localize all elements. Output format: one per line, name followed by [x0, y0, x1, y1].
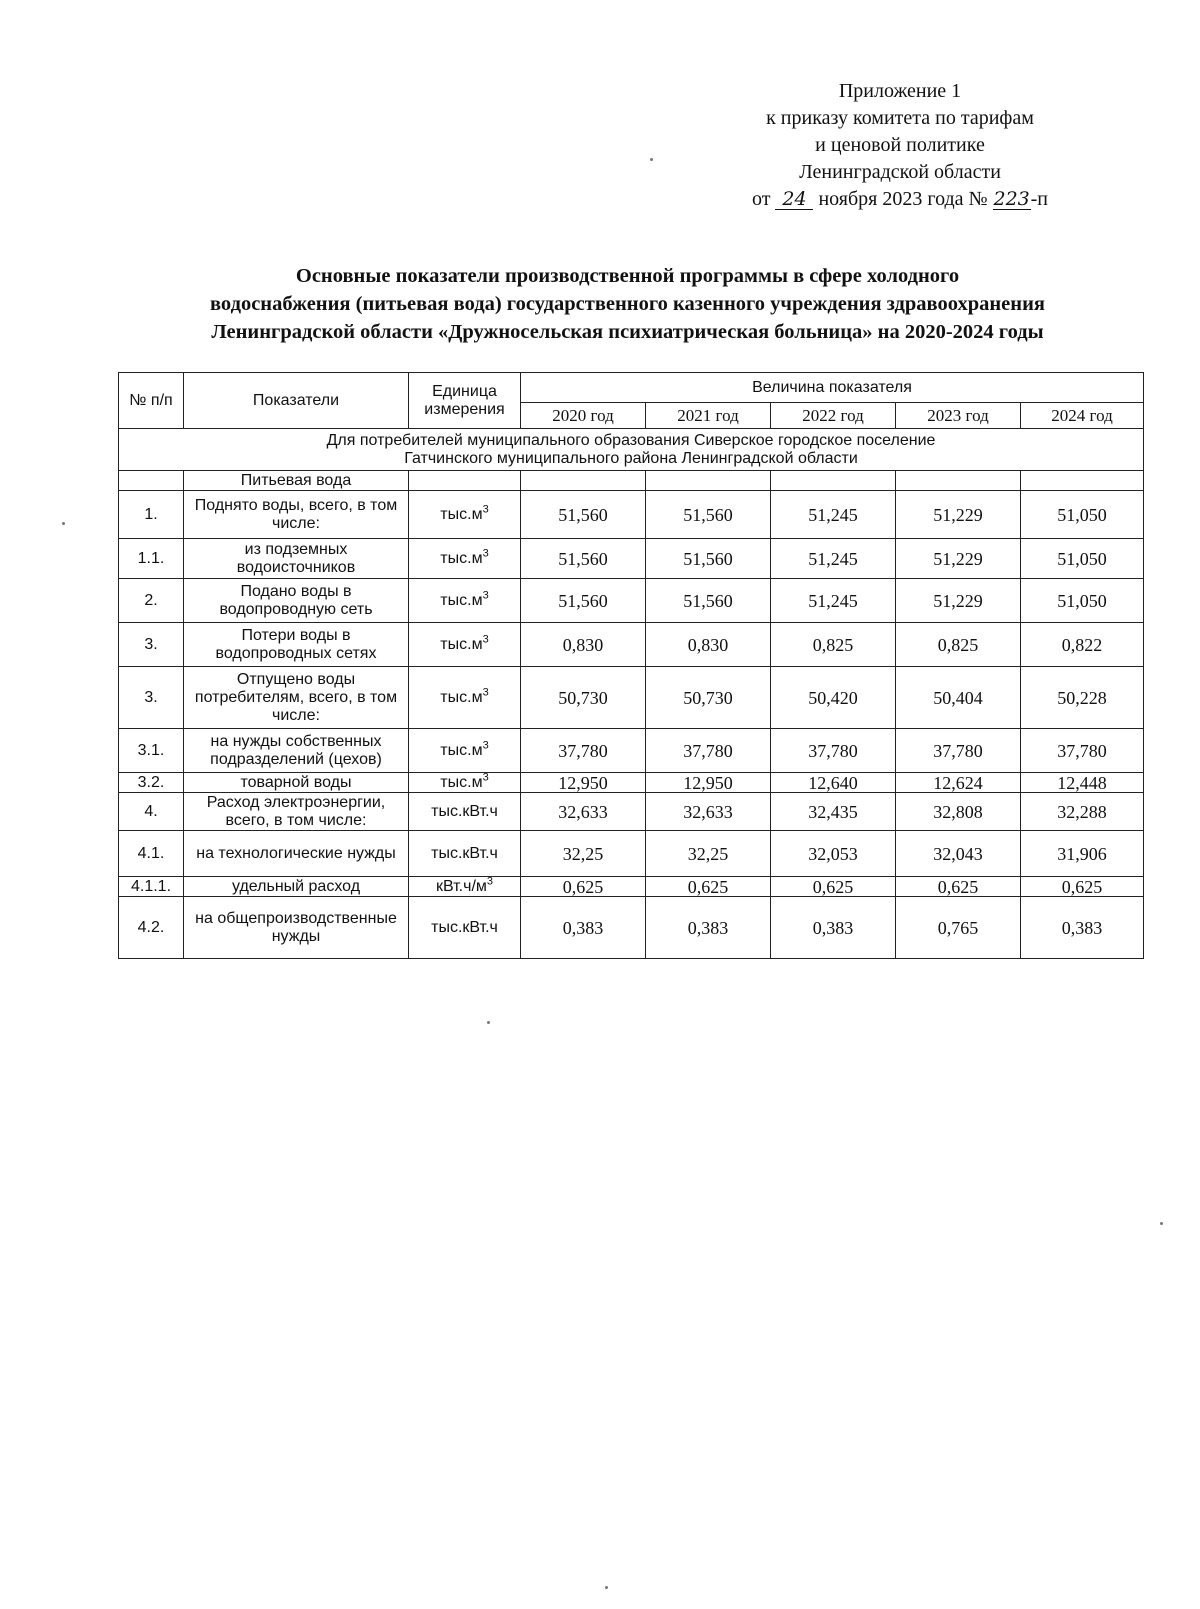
value-cell: 0,625: [1021, 877, 1144, 897]
annex-title: Приложение 1: [838, 80, 962, 102]
table-row: [119, 667, 1144, 729]
value-cell: 37,780: [1021, 729, 1144, 773]
unit-base: тыс.м: [440, 591, 483, 609]
value-cell: 51,229: [896, 579, 1021, 623]
value-cell: 50,404: [896, 667, 1021, 729]
header-indicator: Показатели: [184, 373, 409, 429]
table-row: [119, 877, 1144, 897]
empty-cell: [409, 471, 521, 491]
header-year: 2023 год: [896, 403, 1021, 429]
row-number: 4.1.1.: [119, 877, 184, 897]
empty-cell: [119, 471, 184, 491]
section-title: [119, 429, 1144, 471]
table-row: [119, 539, 1144, 579]
header-year: 2020 год: [521, 403, 646, 429]
value-cell: 37,780: [646, 729, 771, 773]
value-cell: 51,245: [771, 491, 896, 539]
value-cell: 32,25: [521, 831, 646, 877]
value-cell: 12,950: [646, 773, 771, 793]
value-cell: 37,780: [521, 729, 646, 773]
row-number: 1.1.: [119, 539, 184, 579]
table-head: [119, 373, 1144, 491]
title-line-1: Основные показатели производственной программы в сфере холодного: [295, 265, 960, 287]
handwritten-day: 24: [775, 189, 813, 210]
row-number: 1.: [119, 491, 184, 539]
value-cell: 51,560: [521, 579, 646, 623]
scan-speck: [605, 1586, 608, 1589]
value-cell: 12,950: [521, 773, 646, 793]
unit-base: тыс.кВт.ч: [431, 844, 498, 862]
unit-superscript: 3: [482, 739, 489, 752]
scan-speck: [1160, 1222, 1163, 1225]
value-cell: 51,560: [521, 491, 646, 539]
value-cell: 51,229: [896, 539, 1021, 579]
title-line-2: водоснабжения (питьевая вода) государственного казенного учреждения здравоохранения: [210, 293, 1045, 315]
indicators-table: [118, 372, 1144, 959]
row-indicator: Поднято воды, всего, в том числе:: [184, 491, 409, 539]
row-indicator: на нужды собственных подразделений (цехов): [184, 729, 409, 773]
header-num: № п/п: [119, 373, 184, 429]
row-unit: [409, 793, 521, 831]
title-line-3: Ленинградской области «Дружносельская психиатрическая больница» на 2020-2024 годы: [211, 321, 1044, 343]
subheading-drinking-water: Питьевая вода: [184, 471, 409, 491]
value-cell: 50,730: [521, 667, 646, 729]
value-cell: 0,383: [521, 897, 646, 959]
row-indicator: на общепроизводственные нужды: [184, 897, 409, 959]
header-year: 2021 год: [646, 403, 771, 429]
unit-base: тыс.м: [440, 505, 483, 523]
row-number: 3.: [119, 667, 184, 729]
scan-speck: [650, 158, 653, 161]
value-cell: 12,624: [896, 773, 1021, 793]
date-middle: ноября 2023 года №: [818, 188, 988, 210]
value-cell: 0,825: [771, 623, 896, 667]
row-unit: [409, 539, 521, 579]
table-row: [119, 897, 1144, 959]
value-cell: 0,765: [896, 897, 1021, 959]
value-cell: 37,780: [771, 729, 896, 773]
value-cell: 32,043: [896, 831, 1021, 877]
value-cell: 51,050: [1021, 491, 1144, 539]
row-unit: [409, 623, 521, 667]
row-indicator: на технологические нужды: [184, 831, 409, 877]
header-year: 2022 год: [771, 403, 896, 429]
unit-base: тыс.кВт.ч: [431, 802, 498, 820]
row-indicator: Потери воды в водопроводных сетях: [184, 623, 409, 667]
row-indicator: Подано воды в водопроводную сеть: [184, 579, 409, 623]
table-row: [119, 773, 1144, 793]
header-year: 2024 год: [1021, 403, 1144, 429]
unit-superscript: 3: [482, 686, 489, 699]
value-cell: 12,640: [771, 773, 896, 793]
row-unit: [409, 667, 521, 729]
value-cell: 0,383: [1021, 897, 1144, 959]
value-cell: 32,25: [646, 831, 771, 877]
value-cell: 51,560: [521, 539, 646, 579]
unit-base: тыс.м: [440, 549, 483, 567]
value-cell: 0,625: [896, 877, 1021, 897]
annex-line-region: Ленинградской области: [799, 161, 1001, 183]
value-cell: 0,822: [1021, 623, 1144, 667]
value-cell: 50,228: [1021, 667, 1144, 729]
unit-base: тыс.м: [440, 635, 483, 653]
table-row: [119, 623, 1144, 667]
scan-speck: [62, 522, 65, 525]
header-value-group: Величина показателя: [521, 373, 1144, 403]
unit-base: кВт.ч/м: [435, 877, 487, 895]
table-body: [119, 491, 1144, 959]
value-cell: 32,053: [771, 831, 896, 877]
row-number: 2.: [119, 579, 184, 623]
table-row: [119, 491, 1144, 539]
value-cell: 32,808: [896, 793, 1021, 831]
unit-superscript: 3: [482, 633, 489, 646]
row-number: 4.2.: [119, 897, 184, 959]
value-cell: 50,730: [646, 667, 771, 729]
table-row: [119, 793, 1144, 831]
annex-line-policy: и ценовой политике: [815, 134, 985, 156]
row-indicator: Отпущено воды потребителям, всего, в том числе:: [184, 667, 409, 729]
section-title-line-1: Для потребителей муниципального образования Сиверское городское поселение: [326, 431, 936, 449]
row-number: 3.2.: [119, 773, 184, 793]
unit-base: тыс.м: [440, 688, 483, 706]
value-cell: 51,229: [896, 491, 1021, 539]
row-unit: [409, 897, 521, 959]
row-number: 4.1.: [119, 831, 184, 877]
annex-line-order: к приказу комитета по тарифам: [766, 107, 1034, 129]
table-row: [119, 831, 1144, 877]
unit-superscript: 3: [486, 875, 494, 888]
row-unit: [409, 773, 521, 793]
unit-superscript: 3: [482, 503, 489, 516]
annex-header: [700, 78, 1100, 213]
unit-superscript: 3: [482, 547, 489, 560]
value-cell: 0,625: [771, 877, 896, 897]
value-cell: 0,830: [521, 623, 646, 667]
header-unit: Единица измерения: [409, 373, 521, 429]
empty-cell: [771, 471, 896, 491]
value-cell: 0,830: [646, 623, 771, 667]
value-cell: 12,448: [1021, 773, 1144, 793]
empty-cell: [646, 471, 771, 491]
table-row: [119, 579, 1144, 623]
row-unit: [409, 729, 521, 773]
handwritten-order-number: 223: [993, 188, 1030, 210]
value-cell: 0,625: [521, 877, 646, 897]
value-cell: 32,633: [521, 793, 646, 831]
unit-base: тыс.м: [440, 741, 483, 759]
document-title: [110, 262, 1145, 346]
value-cell: 0,625: [646, 877, 771, 897]
row-number: 3.1.: [119, 729, 184, 773]
date-prefix: от: [751, 188, 771, 210]
value-cell: 0,383: [771, 897, 896, 959]
value-cell: 51,245: [771, 579, 896, 623]
table-row: [119, 729, 1144, 773]
value-cell: 51,245: [771, 539, 896, 579]
value-cell: 51,560: [646, 491, 771, 539]
row-unit: [409, 831, 521, 877]
value-cell: 50,420: [771, 667, 896, 729]
row-unit: [409, 877, 521, 897]
value-cell: 51,560: [646, 539, 771, 579]
value-cell: 51,050: [1021, 539, 1144, 579]
value-cell: 32,435: [771, 793, 896, 831]
value-cell: 0,825: [896, 623, 1021, 667]
value-cell: 51,050: [1021, 579, 1144, 623]
scan-speck: [487, 1021, 490, 1024]
empty-cell: [1021, 471, 1144, 491]
row-indicator: Расход электроэнергии, всего, в том числе:: [184, 793, 409, 831]
value-cell: 37,780: [896, 729, 1021, 773]
row-unit: [409, 491, 521, 539]
empty-cell: [521, 471, 646, 491]
value-cell: 0,383: [646, 897, 771, 959]
row-unit: [409, 579, 521, 623]
unit-superscript: 3: [482, 771, 489, 784]
empty-cell: [896, 471, 1021, 491]
unit-base: тыс.кВт.ч: [431, 918, 498, 936]
annex-date-line: [700, 186, 1100, 213]
value-cell: 32,288: [1021, 793, 1144, 831]
row-indicator: товарной воды: [184, 773, 409, 793]
section-title-line-2: Гатчинского муниципального района Ленинградской области: [404, 449, 858, 467]
unit-base: тыс.м: [440, 773, 483, 791]
row-indicator: удельный расход: [184, 877, 409, 897]
order-number-suffix: -п: [1030, 188, 1049, 210]
row-number: 3.: [119, 623, 184, 667]
unit-superscript: 3: [482, 589, 489, 602]
value-cell: 32,633: [646, 793, 771, 831]
value-cell: 31,906: [1021, 831, 1144, 877]
row-number: 4.: [119, 793, 184, 831]
value-cell: 51,560: [646, 579, 771, 623]
row-indicator: из подземных водоисточников: [184, 539, 409, 579]
